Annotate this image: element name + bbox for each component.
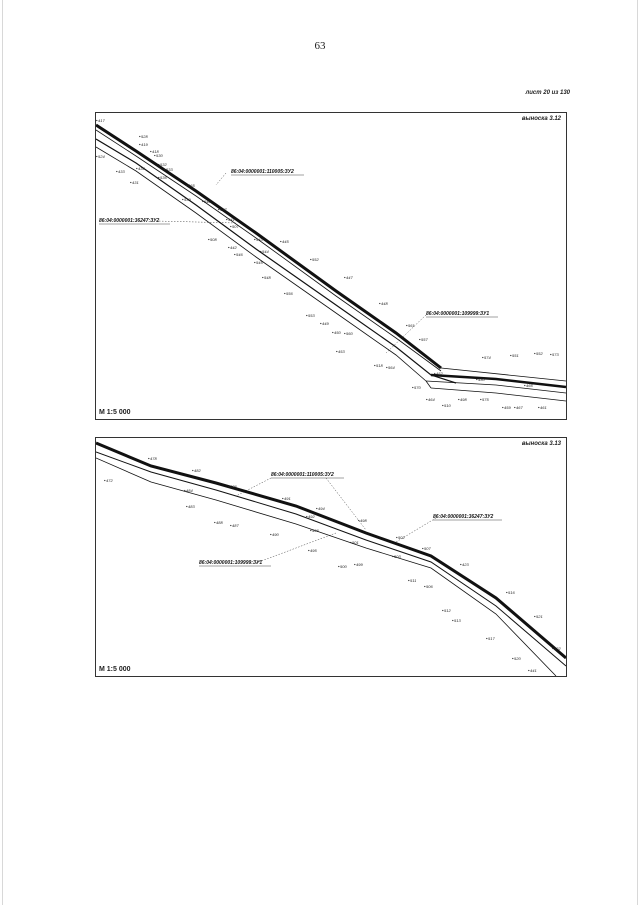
point-marker [552,648,553,649]
map1-parcel-label-3: 86:04:0000001:109999:ЗУ1 [426,311,490,317]
point-marker [374,365,375,366]
point-marker [426,399,427,400]
point-marker [408,580,409,581]
point-number: 521 [536,614,543,619]
map1-boundary-right-c [431,388,566,401]
point-number: 448 [381,301,388,306]
point-number: 541 [228,217,235,222]
map2-drawing [96,438,566,676]
point-marker [524,385,525,386]
map2-parcel-label-2: 86:04:0000001:36247:ЗУ2 [433,514,494,520]
map1-callout: выноска 3.12 [521,116,561,122]
point-marker [424,586,425,587]
point-marker [116,171,117,172]
point-marker [282,498,283,499]
point-marker [260,251,261,252]
point-number: 450 [334,330,341,335]
map1-boundary-right-b [426,381,566,393]
point-marker [182,199,183,200]
point-number: 441 [530,668,537,673]
point-number: 445 [282,239,289,244]
point-marker [476,379,477,380]
map1-points [96,118,559,410]
point-number: 522 [554,646,561,651]
point-marker [164,169,165,170]
point-number: 561 [408,323,415,328]
point-marker [184,490,185,491]
map2-callout: выноска 3.13 [521,441,561,447]
point-number: 488 [216,520,223,525]
map1-boundary-upper [96,125,441,368]
point-number: 560 [346,331,353,336]
map2-points [104,456,561,673]
point-number: 575 [482,397,489,402]
point-marker [218,209,219,210]
point-number: 433 [118,169,125,174]
point-number: 530 [156,153,163,158]
point-marker [460,564,461,565]
point-number: 543 [256,237,263,242]
point-number: 511 [410,578,417,583]
point-marker [386,367,387,368]
point-marker [528,670,529,671]
point-number: 551 [512,353,519,358]
point-marker [392,556,393,557]
point-marker [354,564,355,565]
point-marker [379,303,380,304]
point-marker [228,486,229,487]
point-marker [442,405,443,406]
point-number: 478 [150,456,157,461]
point-marker [396,537,397,538]
point-number: 557 [421,337,428,342]
point-number: 510 [444,403,451,408]
point-number: 540 [204,199,211,204]
point-number: 496 [312,528,319,533]
point-number: 574 [484,355,491,360]
point-marker [434,373,435,374]
point-number: 430 [478,377,485,382]
point-marker [306,315,307,316]
point-number: 465 [188,183,195,188]
point-number: 447 [346,275,353,280]
point-marker [230,226,231,227]
point-number: 517 [488,636,495,641]
point-marker [186,185,187,186]
point-marker [452,620,453,621]
point-number: 467 [516,405,523,410]
map2-boundary-lower [96,458,556,676]
point-number: 564 [388,365,395,370]
point-marker [332,332,333,333]
point-number: 518 [376,363,383,368]
point-number: 503 [394,554,401,559]
point-number: 539 [184,197,191,202]
point-number: 544 [262,249,269,254]
point-marker [442,610,443,611]
point-marker [512,658,513,659]
point-number: 449 [322,321,329,326]
map1-boundary-middle [96,139,456,383]
point-marker [310,259,311,260]
page-edge-right [637,0,638,905]
point-marker [486,638,487,639]
map1-parcel-label-2: 86:04:0000001:36247:ЗУ2 [99,218,160,224]
point-marker [270,534,271,535]
point-number: 507 [232,224,239,229]
point-number: 464 [428,397,435,402]
point-marker [228,247,229,248]
map-inset-3-13 [95,437,567,677]
point-number: 548 [264,275,271,280]
point-number: 552 [312,257,319,262]
point-marker [422,548,423,549]
map2-scale: М 1:5 000 [99,666,131,673]
point-marker [262,277,263,278]
point-number: 453 [338,349,345,354]
point-marker [254,262,255,263]
point-marker [148,458,149,459]
point-number: 492 [308,514,315,519]
point-marker [534,616,535,617]
point-marker [139,144,140,145]
point-marker [158,177,159,178]
map2-parcel-label-3: 86:04:0000001:109999:ЗУ1 [199,560,263,566]
map2-parcel-label-1: 86:04:0000001:110005:ЗУ2 [271,472,334,478]
point-marker [158,164,159,165]
point-marker [254,239,255,240]
point-number: 533 [166,167,173,172]
point-marker [538,407,539,408]
point-number: 490 [272,532,279,537]
point-number: 418 [152,149,159,154]
point-marker [136,168,137,169]
point-number: 466 [526,383,533,388]
map2-parcel-labels [199,472,502,566]
point-number: 491 [284,496,291,501]
point-marker [310,530,311,531]
point-marker [514,407,515,408]
point-marker [139,136,140,137]
point-marker [480,399,481,400]
point-marker [344,277,345,278]
point-number: 431 [132,180,139,185]
point-marker [358,520,359,521]
point-number: 516 [508,590,515,595]
point-marker [214,522,215,523]
point-marker [130,182,131,183]
point-number: 498 [360,518,367,523]
point-marker [419,339,420,340]
point-marker [482,357,483,358]
point-marker [234,254,235,255]
point-marker [336,351,337,352]
point-marker [506,592,507,593]
map-inset-3-12 [95,112,567,420]
point-number: 500 [340,564,347,569]
point-marker [412,387,413,388]
point-marker [96,120,97,121]
point-number: 419 [141,142,148,147]
point-number: 502 [398,535,405,540]
point-number: 484 [186,488,193,493]
point-marker [150,151,151,152]
point-number: 552 [536,351,543,356]
point-number: 487 [232,523,239,528]
point-marker [458,399,459,400]
point-marker [320,323,321,324]
point-number: 442 [230,245,237,250]
point-number: 553 [308,313,315,318]
point-marker [154,155,155,156]
point-number: 472 [106,478,113,483]
map1-scale: М 1:5 000 [99,409,131,416]
point-marker [344,333,345,334]
point-number: 520 [514,656,521,661]
point-marker [306,516,307,517]
point-number: 507 [424,546,431,551]
point-number: 506 [426,584,433,589]
point-number: 483 [188,504,195,509]
point-number: 512 [444,608,451,613]
point-number: 532 [160,162,167,167]
point-number: 417 [98,118,105,123]
point-number: 536 [160,175,167,180]
point-marker [510,355,511,356]
point-marker [96,156,97,157]
point-number: 495 [310,548,317,553]
point-number: 423 [462,562,469,567]
point-marker [208,239,209,240]
point-marker [202,201,203,202]
point-number: 524 [98,154,105,159]
point-number: 434 [138,166,145,171]
point-number: 556 [286,291,293,296]
point-marker [550,354,551,355]
point-marker [534,353,535,354]
point-marker [280,241,281,242]
point-number: 486 [230,484,237,489]
point-number: 513 [454,618,461,623]
map1-boundary-right-d [426,381,431,388]
point-number: 452 [436,371,443,376]
point-number: 461 [540,405,547,410]
map1-parcel-labels [99,169,498,317]
point-marker [186,506,187,507]
point-number: 499 [356,562,363,567]
map2-boundary-middle [96,452,566,666]
point-marker [406,325,407,326]
point-number: 546 [236,252,243,257]
point-number: 498 [460,397,467,402]
point-marker [338,566,339,567]
sheet-label: лист 20 из 130 [525,90,570,96]
point-number: 528 [141,134,148,139]
map1-parcel-label-1: 86:04:0000001:110005:ЗУ2 [231,169,294,175]
page-number: 63 [314,40,326,52]
page-edge-left [2,0,3,905]
point-marker [230,525,231,526]
point-marker [192,470,193,471]
point-marker [350,542,351,543]
point-number: 570 [414,385,421,390]
map1-drawing [96,113,566,419]
point-number: 494 [318,506,325,511]
point-marker [104,480,105,481]
point-number: 501 [352,540,359,545]
point-marker [502,407,503,408]
point-number: 482 [194,468,201,473]
point-marker [284,293,285,294]
point-number: 545 [256,260,263,265]
point-number: 573 [552,352,559,357]
point-number: 537 [220,207,227,212]
point-number: 508 [210,237,217,242]
point-marker [226,219,227,220]
point-marker [316,508,317,509]
point-marker [308,550,309,551]
point-number: 459 [504,405,511,410]
